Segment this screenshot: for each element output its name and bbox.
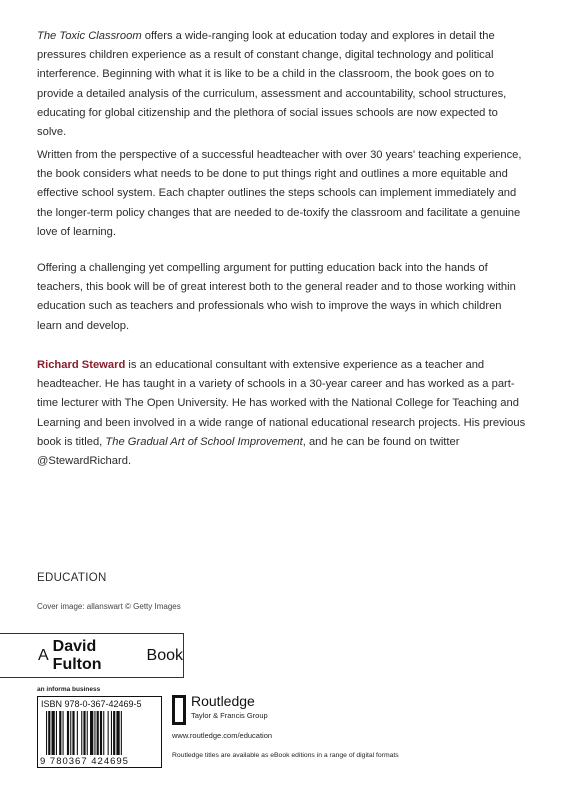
barcode-icon: [46, 711, 154, 755]
imprint-name: David Fulton: [52, 637, 102, 673]
barcode-box: [37, 696, 162, 768]
book-title: The Toxic Classroom: [37, 30, 142, 42]
description-paragraph-2: Written from the perspective of a successful headteacher with over 30 years' teaching experience, the book considers what needs to be done to put things right and outlines a more equitable and effective school system. Each chapter outlines the steps schools can implement immediately and the longer-term policy changes that are needed to de-toxify the classroom and facilitate a genuine love of learning.: [37, 149, 522, 238]
author-name: Richard Steward: [37, 359, 126, 371]
routledge-logo-icon: [172, 695, 186, 725]
publisher-url: www.routledge.com/education: [172, 731, 273, 740]
description-text-1: offers a wide-ranging look at education today and explores in detail the pressures children experience as a result of constant change, digital technology and political interference. Beginning with what it is like to be a child in the classroom, the book goes on to provide a detailed analysis of the curriculum, assessment and accountability, school structures, educating for global citizenship and the plethora of social issues schools are now expected to solve.: [37, 30, 507, 139]
isbn-label: ISBN 978-0-367-42469-5: [41, 699, 142, 709]
description-paragraph-3: Offering a challenging yet compelling argument for putting education back into the hands of teachers, this book will be of great interest both to the general reader and to those working within education such as teachers and professionals who wish to improve the ways in which children learn and develop.: [37, 262, 516, 332]
cover-credit: Cover image: allanswart © Getty Images: [37, 602, 181, 611]
informa-label: an informa business: [37, 686, 101, 693]
barcode-number: 9 780367 424695: [40, 756, 129, 767]
publisher-name: Routledge: [191, 693, 255, 709]
author-bio: [37, 356, 527, 471]
imprint-box: [0, 633, 184, 678]
description-paragraph-1: [37, 27, 527, 142]
imprint-prefix: A: [38, 646, 49, 664]
author-bio-text: is an educational consultant with extensive experience as a teacher and headteacher. He has taught in a variety of schools in a 30-year career and has worked as a part-time lecturer with The Open University. He has worked with the National College for Teaching and Learning and been involved in a wide range of national educational research projects. His previous book is titled,: [37, 359, 526, 448]
author-bio-end: , and he can be found on twitter @StewardRichard.: [37, 435, 460, 468]
imprint-suffix: Book: [146, 646, 183, 664]
ebook-note: Routledge titles are available as eBook editions in a range of digital formats: [172, 752, 399, 759]
previous-book-title: The Gradual Art of School Improvement: [105, 435, 303, 448]
subject-category: EDUCATION: [37, 572, 107, 584]
publisher-group: Taylor & Francis Group: [191, 711, 268, 720]
